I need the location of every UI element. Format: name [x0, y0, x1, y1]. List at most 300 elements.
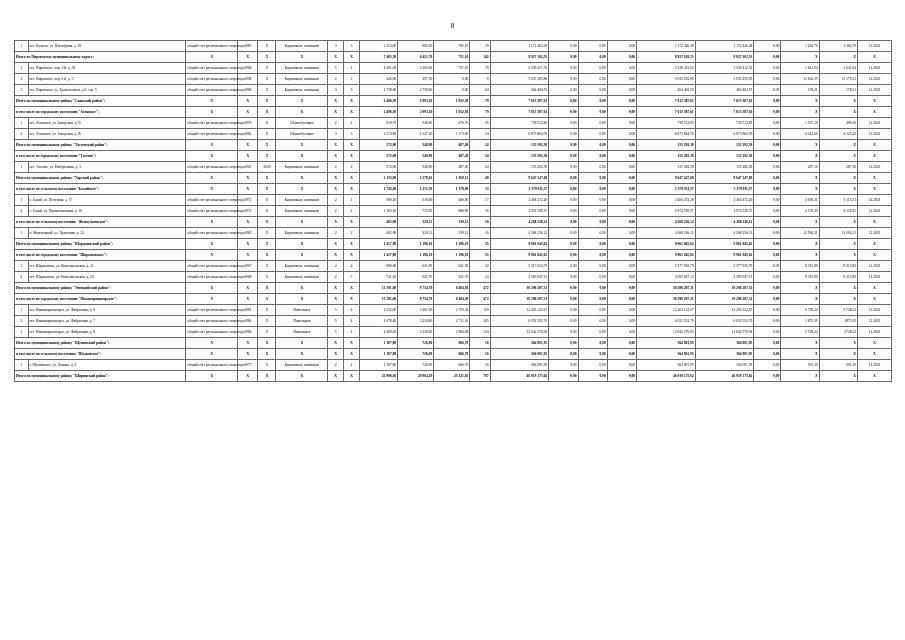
table-cell: 0,00: [549, 74, 578, 85]
table-cell: пгт. Нижнеприангарск, ул. Фабричная, д. 6: [28, 305, 186, 316]
table-cell: 2 496,30: [359, 96, 397, 107]
table-cell: 1: [15, 261, 29, 272]
table-cell: 0,00: [754, 305, 781, 316]
table-cell: 726,00: [398, 338, 434, 349]
table-cell: X: [238, 184, 258, 195]
table-cell: 0,00: [754, 96, 781, 107]
table-cell: 155 292,39: [695, 140, 754, 151]
table-cell: X: [819, 250, 857, 261]
table-cell: 0,00: [578, 338, 607, 349]
table-cell: 0,00: [578, 107, 607, 118]
table-row: [15, 195, 892, 206]
table-cell: 0,00: [754, 217, 781, 228]
table-cell: X: [276, 239, 328, 250]
table-cell: 4: [344, 63, 360, 74]
table-cell: X: [258, 206, 276, 217]
table-cell: 0,00: [754, 74, 781, 85]
table-cell: 2: [328, 206, 344, 217]
table-cell: X: [258, 338, 276, 349]
table-cell: X: [328, 239, 344, 250]
table-row: [15, 261, 892, 272]
table-cell: 476,70: [434, 118, 470, 129]
table-cell: 0,00: [578, 349, 607, 360]
table-cell: X: [186, 294, 238, 305]
table-cell: 1977: [238, 360, 258, 371]
table-cell: X: [186, 140, 238, 151]
table-cell: X: [781, 107, 819, 118]
table-cell: 2 354,00: [359, 41, 397, 52]
table-cell: 1 196,10: [434, 239, 470, 250]
table-cell: X: [819, 96, 857, 107]
table-cell: 735,50: [398, 206, 434, 217]
table-cell: 2 404 472,20: [695, 195, 754, 206]
table-row: [15, 74, 892, 85]
table-cell: X: [781, 217, 819, 228]
table-cell: X: [238, 96, 258, 107]
table-cell: 0,00: [549, 173, 578, 184]
table-cell: 364 001,95: [637, 360, 696, 371]
table-cell: 159: [470, 305, 490, 316]
table-cell: X: [344, 151, 360, 162]
table-cell: X: [858, 250, 892, 261]
table-cell: 155 292,39: [490, 140, 549, 151]
table-cell: X: [238, 173, 258, 184]
table-cell: 0,00: [549, 316, 578, 327]
table-cell: 4 268 236,12: [695, 217, 754, 228]
table-cell: общий счет регионального оператора: [186, 129, 238, 140]
table-cell: 5 379 011,57: [637, 184, 696, 195]
table-cell: пгт. Пировское, ул. Трансагентов, д.5, стр. 5: [28, 85, 186, 96]
table-cell: X: [186, 107, 238, 118]
table-cell: 12.2023: [858, 85, 892, 96]
table-cell: X: [276, 371, 328, 382]
table-cell: 4 583 047,13: [637, 272, 696, 283]
table-cell: 1 569,12: [434, 173, 470, 184]
table-cell: X: [258, 107, 276, 118]
table-cell: 9 754,70: [398, 294, 434, 305]
summary-label: в том числе по сельскому поселению "Балайское":: [15, 184, 186, 195]
table-cell: 364 001,95: [637, 338, 696, 349]
table-cell: 0,00: [549, 151, 578, 162]
table-cell: 124: [470, 327, 490, 338]
table-cell: 1968: [238, 272, 258, 283]
table-cell: X: [858, 151, 892, 162]
table-cell: X: [328, 283, 344, 294]
table-cell: X: [858, 184, 892, 195]
table-cell: 0,00: [578, 360, 607, 371]
table-cell: X: [238, 107, 258, 118]
summary-label: в том числе по сельскому поселению "Шушенское":: [15, 349, 186, 360]
table-cell: 0,00: [754, 151, 781, 162]
table-cell: 0,00: [549, 162, 578, 173]
table-cell: 2: [15, 272, 29, 283]
table-cell: 0,00: [578, 206, 607, 217]
table-row: [15, 129, 892, 140]
table-cell: X: [258, 41, 276, 52]
table-cell: 23: [470, 272, 490, 283]
table-cell: X: [819, 151, 857, 162]
page-number: 8: [450, 22, 455, 30]
table-cell: 23 121,02: [434, 371, 470, 382]
table-cell: 9 961 045,62: [637, 239, 696, 250]
table-cell: 1 032,50: [434, 107, 470, 118]
table-cell: 9 647 247,69: [490, 173, 549, 184]
table-cell: 0,00: [607, 272, 636, 283]
table-cell: 0,00: [578, 283, 607, 294]
table-cell: 0,00: [607, 52, 636, 63]
table-cell: 0,00: [754, 261, 781, 272]
table-cell: 0,00: [578, 195, 607, 206]
table-cell: X: [858, 371, 892, 382]
table-cell: 3: [344, 41, 360, 52]
table-cell: 12 203 122,67: [637, 305, 696, 316]
table-cell: 8 315,80: [819, 261, 857, 272]
table-cell: 6 873 864,76: [695, 129, 754, 140]
table-cell: X: [258, 272, 276, 283]
table-cell: X: [276, 140, 328, 151]
table-cell: X: [819, 283, 857, 294]
table-cell: 9 647 247,69: [695, 173, 754, 184]
table-cell: 0,00: [754, 316, 781, 327]
table-cell: 546,90: [398, 118, 434, 129]
table-cell: 541,70: [434, 272, 470, 283]
table-cell: 2 093,20: [398, 107, 434, 118]
summary-row: [15, 173, 892, 184]
table-cell: X: [186, 173, 238, 184]
table-cell: 12.2023: [858, 305, 892, 316]
table-cell: 7 613 387,61: [637, 107, 696, 118]
table-cell: с. Балай, ул. Почтовая, д. 17: [28, 195, 186, 206]
table-cell: X: [858, 217, 892, 228]
table-cell: 0,00: [578, 140, 607, 151]
table-cell: 5 377 935,79: [637, 261, 696, 272]
table-cell: 0,00: [578, 272, 607, 283]
table-cell: X: [258, 250, 276, 261]
table-cell: 4 268 236,12: [637, 228, 696, 239]
table-cell: X: [258, 151, 276, 162]
table-cell: 49: [470, 173, 490, 184]
table-cell: 5 379 011,57: [490, 184, 549, 195]
table-row: [15, 228, 892, 239]
table-cell: 472: [470, 294, 490, 305]
table-cell: 0,00: [607, 195, 636, 206]
table-cell: общий счет регионального оператора: [186, 195, 238, 206]
table-cell: Кирпичные, каменные: [276, 63, 328, 74]
table-cell: 5 033 255,95: [637, 74, 696, 85]
table-cell: X: [819, 173, 857, 184]
table-cell: 3 265,60: [398, 63, 434, 74]
table-cell: X: [858, 52, 892, 63]
table-cell: X: [186, 151, 238, 162]
summary-row: [15, 250, 892, 261]
table-row: [15, 272, 892, 283]
table-cell: 0,00: [549, 129, 578, 140]
summary-row: [15, 349, 892, 360]
table-cell: 5: [328, 63, 344, 74]
table-cell: 12.2023: [858, 327, 892, 338]
table-cell: 0,00: [578, 305, 607, 316]
table-cell: Кирпичные, каменные: [276, 41, 328, 52]
table-cell: X: [258, 173, 276, 184]
table-cell: 2: [328, 162, 344, 173]
table-cell: X: [238, 294, 258, 305]
table-cell: 0,00: [549, 349, 578, 360]
table-cell: 0,00: [578, 63, 607, 74]
table-cell: 5 339 412,52: [695, 63, 754, 74]
summary-row: [15, 283, 892, 294]
table-cell: 0,00: [607, 107, 636, 118]
table-cell: Кирпичные, каменные: [276, 162, 328, 173]
table-cell: 1 172 463,29: [490, 41, 549, 52]
summary-label: Итого по муниципальному району "Ширинский район":: [15, 371, 186, 382]
table-cell: 0,00: [754, 41, 781, 52]
table-cell: X: [781, 96, 819, 107]
table-cell: X: [186, 371, 238, 382]
table-cell: 1981: [238, 305, 258, 316]
table-cell: X: [344, 184, 360, 195]
summary-row: [15, 96, 892, 107]
table-cell: 5 033 255,95: [695, 74, 754, 85]
table-cell: 33: [470, 184, 490, 195]
table-cell: 0,00: [549, 118, 578, 129]
table-cell: 1 196,10: [398, 239, 434, 250]
table-cell: 1875,55: [819, 316, 857, 327]
table-cell: X: [186, 283, 238, 294]
summary-label: Итого по Пировскому муниципальному округу:: [15, 52, 186, 63]
table-cell: 7 405,30: [359, 52, 397, 63]
table-cell: 0,00: [578, 41, 607, 52]
table-cell: X: [276, 294, 328, 305]
table-cell: X: [258, 129, 276, 140]
table-cell: X: [258, 63, 276, 74]
table-cell: 12.2023: [858, 206, 892, 217]
table-cell: общий счет регионального оператора: [186, 228, 238, 239]
table-cell: 1: [15, 195, 29, 206]
table-cell: 0,00: [607, 349, 636, 360]
table-cell: 12 594,21: [819, 228, 857, 239]
table-cell: 55: [470, 250, 490, 261]
table-cell: 0,00: [578, 129, 607, 140]
table-cell: 5 379 011,57: [695, 184, 754, 195]
table-cell: 8 927 102,55: [637, 52, 696, 63]
table-cell: 1 107,80: [359, 338, 397, 349]
table-cell: X: [819, 184, 857, 195]
table-cell: Панельные: [276, 305, 328, 316]
table-cell: 0,00: [754, 327, 781, 338]
table-cell: 0,00: [607, 371, 636, 382]
table-cell: X: [258, 305, 276, 316]
table-cell: 464 404,55: [695, 85, 754, 96]
table-cell: 2: [328, 360, 344, 371]
table-cell: 2: [344, 206, 360, 217]
table-cell: 464 404,55: [490, 85, 549, 96]
table-cell: Панельные: [276, 327, 328, 338]
summary-label: в том числе по городскому поселению "Агинское":: [15, 107, 186, 118]
table-cell: 0,00: [754, 272, 781, 283]
table-cell: 3: [328, 41, 344, 52]
table-cell: 4 583 047,13: [695, 272, 754, 283]
table-cell: 0,00: [578, 162, 607, 173]
table-cell: 12.2023: [858, 74, 892, 85]
table-cell: 2: [344, 118, 360, 129]
table-cell: 1 196,10: [398, 250, 434, 261]
table-cell: 985,50: [398, 41, 434, 52]
table-cell: 2: [344, 228, 360, 239]
table-cell: 0,00: [754, 371, 781, 382]
table-cell: 4: [344, 316, 360, 327]
table-cell: 1959: [238, 118, 258, 129]
table-cell: 8 315,80: [819, 272, 857, 283]
summary-label: Итого по муниципальному району "Тасеевский район":: [15, 140, 186, 151]
table-cell: 0,00: [754, 162, 781, 173]
table-cell: 79: [470, 96, 490, 107]
table-cell: 5 748,22: [819, 305, 857, 316]
summary-row: [15, 184, 892, 195]
table-cell: 287,10: [819, 162, 857, 173]
table-cell: X: [328, 217, 344, 228]
table-cell: 7 613 387,61: [490, 96, 549, 107]
table-cell: 6 404,50: [434, 294, 470, 305]
table-cell: Кирпичные, каменные: [276, 85, 328, 96]
table-cell: 1965: [238, 228, 258, 239]
table-cell: 6 052 552,70: [490, 316, 549, 327]
table-cell: 4 268 236,12: [637, 217, 696, 228]
table-cell: 364 001,95: [490, 338, 549, 349]
table-cell: 142: [470, 52, 490, 63]
table-cell: 364 001,95: [695, 338, 754, 349]
table-cell: 3 261,90: [398, 305, 434, 316]
register-table: [14, 40, 892, 382]
table-cell: X: [238, 239, 258, 250]
table-cell: X: [344, 294, 360, 305]
table-cell: 2 974 539,37: [695, 206, 754, 217]
table-cell: X: [258, 261, 276, 272]
table-cell: 3: [344, 129, 360, 140]
table-cell: 402,90: [359, 217, 397, 228]
table-cell: Кирпичные, каменные: [276, 261, 328, 272]
table-cell: 6 404,50: [434, 283, 470, 294]
table-cell: 79: [470, 107, 490, 118]
table-cell: X: [238, 283, 258, 294]
table-cell: 0,00: [578, 184, 607, 195]
table-cell: Кирпичные, каменные: [276, 272, 328, 283]
table-cell: X: [276, 184, 328, 195]
table-cell: 3: [15, 327, 29, 338]
table-cell: 13 191,60: [359, 283, 397, 294]
table-cell: X: [781, 140, 819, 151]
table-cell: X: [238, 349, 258, 360]
table-cell: 2: [328, 261, 344, 272]
table-cell: X: [258, 96, 276, 107]
table-cell: 8 315,80: [781, 272, 819, 283]
table-cell: общий счет регионального оператора: [186, 360, 238, 371]
table-cell: X: [781, 283, 819, 294]
table-cell: X: [238, 151, 258, 162]
table-cell: X: [258, 217, 276, 228]
table-cell: X: [344, 217, 360, 228]
table-cell: 12.2023: [858, 272, 892, 283]
table-cell: 12 203 122,67: [695, 305, 754, 316]
table-cell: 0,00: [578, 239, 607, 250]
table-cell: 155 292,39: [637, 140, 696, 151]
summary-label: Итого по муниципальному району "Шушенский район":: [15, 338, 186, 349]
table-cell: X: [858, 294, 892, 305]
table-cell: 1984: [238, 327, 258, 338]
table-cell: 751,10: [434, 63, 470, 74]
table-cell: X: [258, 52, 276, 63]
table-cell: X: [186, 349, 238, 360]
table-cell: X: [258, 228, 276, 239]
table-cell: 0,00: [607, 151, 636, 162]
table-cell: 0,00: [549, 239, 578, 250]
table-cell: 0,00: [754, 360, 781, 371]
table-cell: пгт. Тасеево, ул. Набережная, д. 3: [28, 162, 186, 173]
table-cell: 1 107,80: [359, 360, 397, 371]
table-cell: 0,00: [607, 63, 636, 74]
table-cell: 0,00: [549, 228, 578, 239]
table-cell: 6 052 552,70: [695, 316, 754, 327]
table-cell: X: [858, 349, 892, 360]
table-cell: 472: [470, 283, 490, 294]
table-cell: 12.2023: [858, 162, 892, 173]
table-cell: 12.2023: [858, 228, 892, 239]
table-cell: 0,00: [607, 162, 636, 173]
table-cell: 572,00: [359, 151, 397, 162]
table-cell: 0,00: [549, 217, 578, 228]
table-cell: 1: [15, 63, 29, 74]
table-cell: 0,00: [549, 272, 578, 283]
table-row: [15, 327, 892, 338]
table-cell: 572,00: [359, 162, 397, 173]
table-cell: 501,30: [781, 360, 819, 371]
table-cell: 0,00: [578, 118, 607, 129]
table-cell: X: [328, 107, 344, 118]
table-cell: 0,00: [549, 261, 578, 272]
table-cell: 0,00: [754, 63, 781, 74]
table-cell: 6 052 552,70: [637, 316, 696, 327]
table-cell: 0,00: [578, 96, 607, 107]
table-cell: 4 135,45: [781, 206, 819, 217]
table-cell: 0,00: [754, 184, 781, 195]
table-cell: пгт. Агинское, ул. Заводская, д.15: [28, 118, 186, 129]
summary-label: Итого по муниципальному району "Саянский район":: [15, 96, 186, 107]
table-cell: X: [328, 151, 344, 162]
table-cell: 1 251,50: [398, 184, 434, 195]
table-cell: 9 961 045,62: [695, 239, 754, 250]
table-cell: 1961: [238, 162, 258, 173]
summary-label: Итого по муниципальному району "Шарыповский район":: [15, 239, 186, 250]
table-cell: 4 268 236,12: [490, 228, 549, 239]
table-cell: 1 547,30: [398, 129, 434, 140]
table-cell: 32: [470, 261, 490, 272]
table-cell: 12.2023: [858, 41, 892, 52]
table-cell: X: [186, 52, 238, 63]
table-cell: X: [819, 217, 857, 228]
table-cell: X: [258, 85, 276, 96]
table-cell: 1 165,20: [359, 206, 397, 217]
table-cell: X: [328, 250, 344, 261]
table-cell: X: [344, 349, 360, 360]
table-cell: 0,00: [754, 52, 781, 63]
table-cell: 2 093,20: [398, 96, 434, 107]
table-cell: 686,00: [434, 206, 470, 217]
table-cell: X: [328, 294, 344, 305]
table-cell: 541,70: [398, 272, 434, 283]
table-cell: 12.2023: [858, 63, 892, 74]
summary-row: [15, 107, 892, 118]
table-cell: 8: [470, 74, 490, 85]
table-cell: X: [276, 250, 328, 261]
